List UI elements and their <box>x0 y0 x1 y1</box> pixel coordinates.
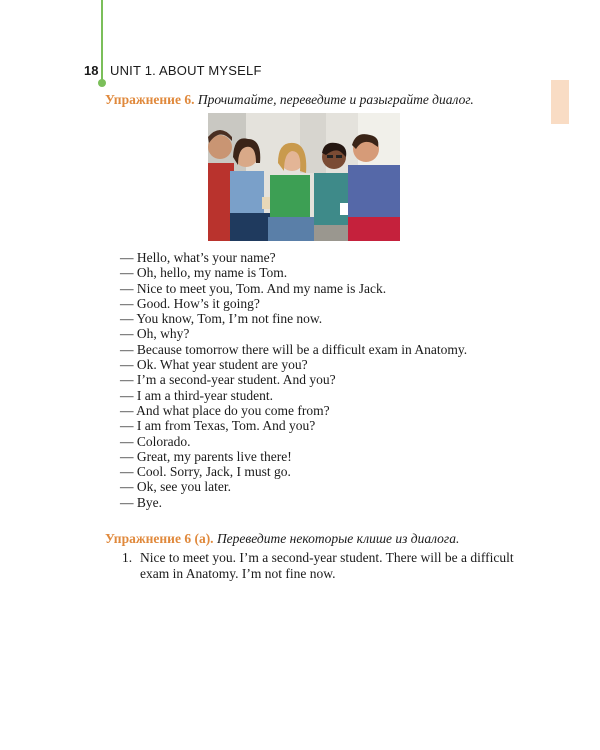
students-photo <box>208 113 400 241</box>
exercise-6a-instruction: Переведите некоторые клише из диалога. <box>216 531 460 546</box>
side-tab-marker <box>551 80 569 124</box>
dialog-line: — Good. How’s it going? <box>120 295 260 311</box>
list-item-number: 1. <box>122 550 133 565</box>
dialog-line: — You know, Tom, I’m not fine now. <box>120 311 323 327</box>
dialog-line: — Hello, what’s your name? <box>120 250 276 265</box>
dialog-line: — And what place do you come from? <box>120 402 330 418</box>
page-number: 18 <box>84 63 99 78</box>
exercise-6-heading <box>105 92 474 108</box>
dialog-line: — I am from Texas, Tom. And you? <box>120 418 316 434</box>
dialog-line: — Ok. What year student are you? <box>120 357 308 373</box>
dialog-lines <box>120 250 467 510</box>
dialog-line: — Nice to meet you, Tom. And my name is Jack. <box>120 280 387 296</box>
list-item <box>120 550 530 582</box>
dialog-line: — Ok, see you later. <box>120 479 231 495</box>
exercise-6a-heading <box>105 531 459 547</box>
header-rule-dot <box>98 79 106 87</box>
dialog-line: — Oh, hello, my name is Tom. <box>120 265 288 281</box>
dialog-line: — Bye. <box>120 494 162 510</box>
header-vertical-rule <box>101 0 103 82</box>
dialog-line: — Oh, why? <box>120 326 190 342</box>
dialog-line: — Colorado. <box>120 433 191 449</box>
exercise-6-instruction: Прочитайте, переведите и разыграйте диалог. <box>197 92 474 107</box>
dialog-line: — I’m a second-year student. And you? <box>120 372 336 388</box>
unit-title: UNIT 1. ABOUT MYSELF <box>110 63 262 78</box>
list-item-text: Nice to meet you. I’m a second-year student. There will be a difficult exam in Anatomy. I’m not fine now. <box>140 550 514 581</box>
cliche-list <box>120 550 530 582</box>
exercise-6a-label: Упражнение 6 (а). <box>105 531 214 546</box>
exercise-6-label: Упражнение 6. <box>105 92 195 107</box>
dialog-line: — Cool. Sorry, Jack, I must go. <box>120 464 291 480</box>
dialog-line: — Because tomorrow there will be a difficult exam in Anatomy. <box>120 341 468 357</box>
dialog-line: — Great, my parents live there! <box>120 448 292 464</box>
dialog-line: — I am a third-year student. <box>120 387 273 403</box>
